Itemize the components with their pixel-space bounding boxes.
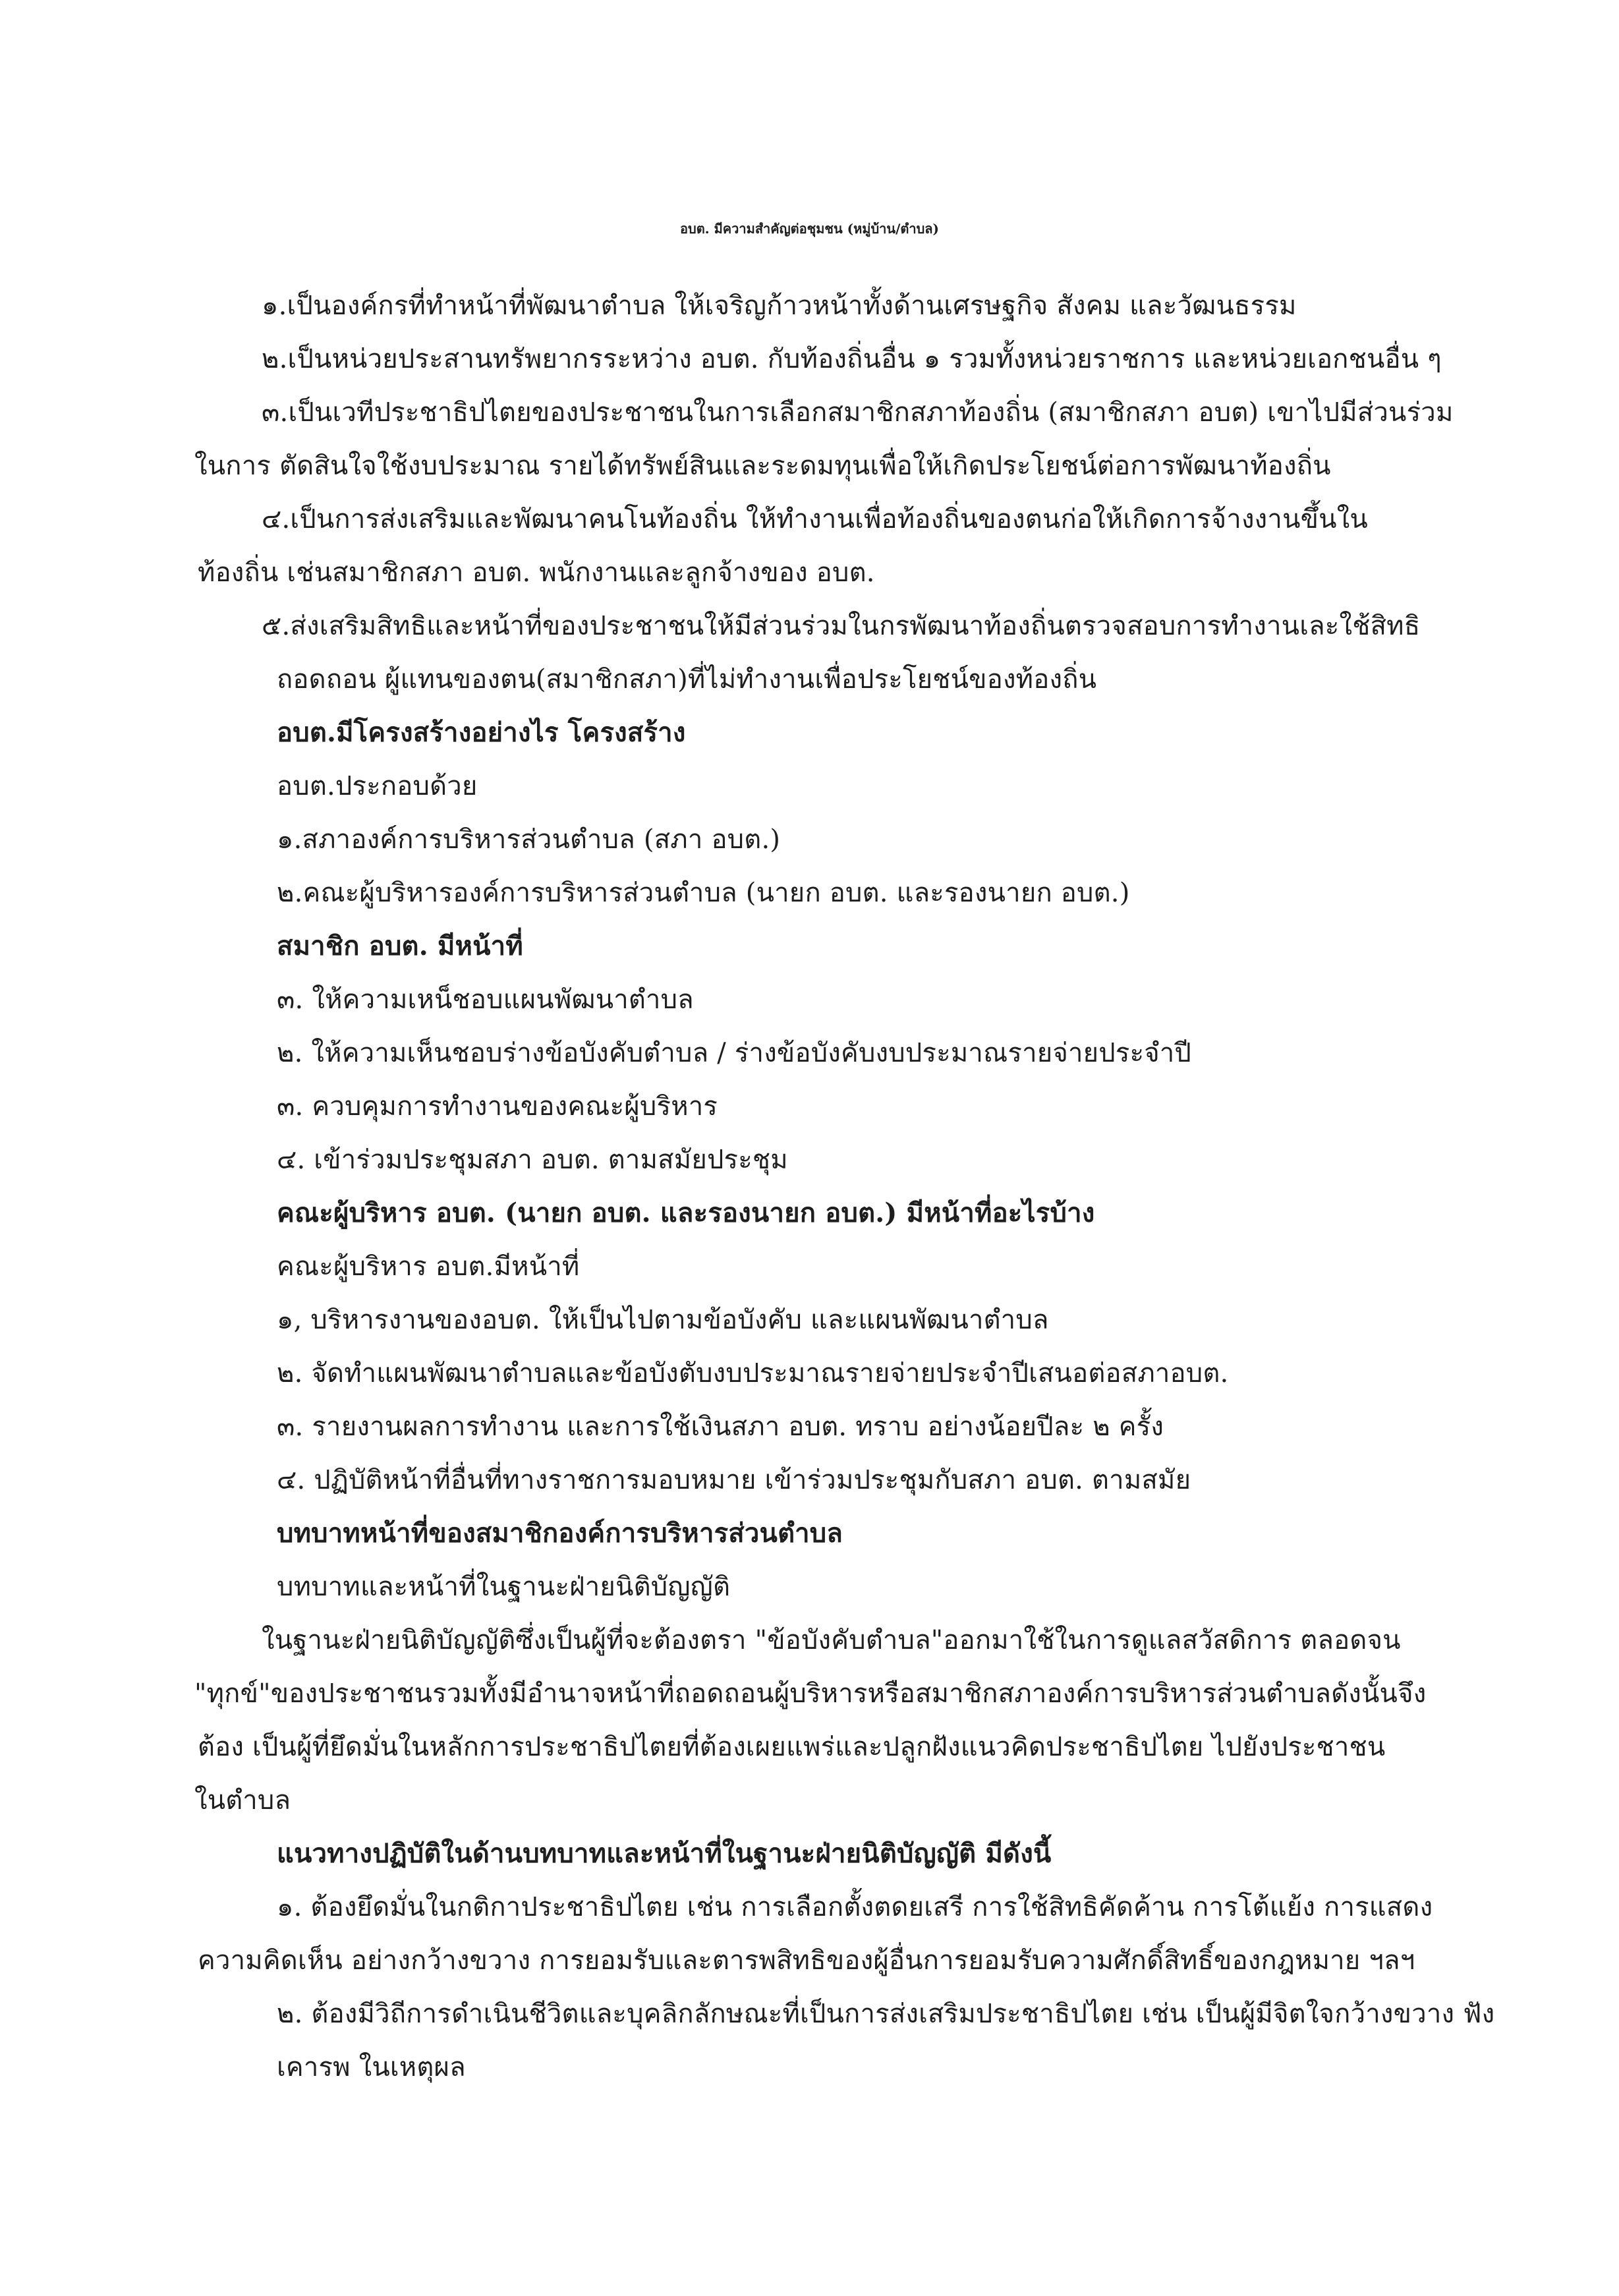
- text-line: ๑. ต้องยึดมั่นในกติกาประชาธิปไตย เช่น การเลือกตั้งตดยเสรี การใช้สิทธิคัดค้าน การโต้แย้ง การแสดง: [277, 1892, 1433, 1922]
- text-line: ๔. ปฏิบัติหน้าที่อื่นที่ทางราชการมอบหมาย เข้าร่วมประชุมกับสภา อบต. ตามสมัย: [277, 1465, 1191, 1495]
- text-line: ๑.เป็นองค์กรที่ทำหน้าที่พัฒนาตำบล ให้เจริญก้าวหน้าทั้งด้านเศรษฐกิจ สังคม และวัฒนธรรม: [262, 291, 1297, 321]
- text-line: อบต.ประกอบด้วย: [277, 771, 478, 801]
- section-heading: คณะผู้บริหาร อบต. (นายก อบต. และรองนายก อบต.) มีหน้าที่อะไรบ้าง: [277, 1197, 1095, 1228]
- text-line: ๒. ให้ความเห็นชอบร่างข้อบังคับตำบล / ร่างข้อบังคับงบประมาณรายจ่ายประจำปี: [277, 1038, 1191, 1068]
- text-line: ๒. จัดทำแผนพัฒนาตำบลและข้อบังตับงบประมาณรายจ่ายประจำปีเสนอต่อสภาอบต.: [277, 1358, 1229, 1389]
- text-line: บทบาทและหน้าที่ในฐานะฝ่ายนิติบัญญัติ: [277, 1572, 731, 1602]
- section-heading: แนวทางปฏิบัติในด้านบทบาทและหน้าที่ในฐานะฝ่ายนิติบัญญัติ มีดังนี้: [277, 1838, 1052, 1869]
- text-line: ๔.เป็นการส่งเสริมและพัฒนาคนโนท้องถิ่น ให้ทำงานเพื่อท้องถิ่นของตนก่อให้เกิดการจ้างงานขึ้นใน: [262, 504, 1368, 534]
- text-line: ๓. ให้ความเหน็ชอบแผนพัฒนาตำบล: [277, 985, 694, 1015]
- text-line: ๓. รายงานผลการทำงาน และการใช้เงินสภา อบต. ทราบ อย่างน้อยปีละ ๒ ครั้ง: [277, 1412, 1164, 1442]
- document-title: อบต. มีความสำคัญต่อชุมชน (หมู่บ้าน/ตำบล): [679, 221, 940, 237]
- text-line: ในตำบล: [194, 1785, 291, 1816]
- text-line: ๒.คณะผู้บริหารองค์การบริหารส่วนตำบล (นายก อบต. และรองนายก อบต.): [277, 878, 1130, 908]
- text-line: เคารพ ในเหตุผล: [277, 2052, 466, 2082]
- section-heading: บทบาทหน้าที่ของสมาชิกองค์การบริหารส่วนตำบล: [277, 1518, 843, 1549]
- text-line: "ทุกข์"ของประชาชนรวมทั้งมีอำนาจหน้าที่ถอดถอนผู้บริหารหรือสมาชิกสภาองค์การบริหารส่วนตำบลดังนั้นจึง: [194, 1679, 1427, 1709]
- text-line: ต้อง เป็นผู้ที่ยึดมั่นในหลักการประชาธิปไตยที่ต้องเผยแพร่และปลูกฝังแนวคิดประชาธิปไตย ไปยังประชาชน: [198, 1732, 1386, 1762]
- text-line: ๓. ควบคุมการทำงานของคณะผู้บริหาร: [277, 1091, 718, 1122]
- text-line: ในการ ตัดสินใจใช้งบประมาณ รายได้ทรัพย์สินและระดมทุนเพื่อให้เกิดประโยชน์ต่อการพัฒนาท้องถิ่น: [194, 451, 1331, 481]
- text-line: ท้องถิ่น เช่นสมาชิกสภา อบต. พนักงานและลูกจ้างของ อบต.: [198, 558, 875, 588]
- text-line: ๒. ต้องมีวิถีการดำเนินชีวิตและบุคลิกลักษณะที่เป็นการส่งเสริมประชาธิปไตย เช่น เป็นผู้มีจิตใจกว้างขวาง ฟัง: [277, 1999, 1495, 2029]
- text-line: ๑.สภาองค์การบริหารส่วนตำบล (สภา อบต.): [277, 824, 781, 855]
- text-line: คณะผู้บริหาร อบต.มีหน้าที่: [277, 1251, 580, 1282]
- text-line: ๔. เข้าร่วมประชุมสภา อบต. ตามสมัยประชุม: [277, 1145, 788, 1175]
- text-line: ๒.เป็นหน่วยประสานทรัพยากรระหว่าง อบต. กับท้องถิ่นอื่น ๑ รวมทั้งหน่วยราชการ และหน่วยเอกชนอื่น ๆ: [262, 344, 1442, 374]
- section-heading: สมาชิก อบต. มีหน้าที่: [277, 931, 523, 961]
- text-line: ความคิดเห็น อย่างกว้างขวาง การยอมรับและตารพสิทธิของผู้อื่นการยอมรับความศักดิ์สิทธิ์ของกฎหมาย ฯลฯ: [198, 1945, 1415, 1976]
- text-line: ๕.ส่งเสริมสิทธิและหน้าที่ของประชาชนให้มีส่วนร่วมในกรพัฒนาท้องถิ่นตรวจสอบการทำงานเละใช้สิทธิ: [262, 611, 1421, 641]
- text-line: ๑, บริหารงานของอบต. ให้เป็นไปตามข้อบังคับ และแผนพัฒนาตำบล: [277, 1305, 1049, 1335]
- text-line: ในฐานะฝ่ายนิติบัญญัติซึ่งเป็นผู้ที่จะต้องตรา "ข้อบังคับตำบล"ออกมาใช้ในการดูแลสวัสดิการ ตลอดจน: [262, 1625, 1401, 1655]
- text-line: ถอดถอน ผู้แทนของตน(สมาชิกสภา)ที่ไม่ทำงานเพื่อประโยชน์ของท้องถิ่น: [277, 664, 1097, 695]
- text-line: ๓.เป็นเวทีประชาธิปไตยของประชาชนในการเลือกสมาชิกสภาท้องถิ่น (สมาชิกสภา อบต) เขาไปมีส่วนร่วม: [262, 397, 1454, 428]
- section-heading: อบต.มีโครงสร้างอย่างไร โครงสร้าง: [277, 717, 686, 748]
